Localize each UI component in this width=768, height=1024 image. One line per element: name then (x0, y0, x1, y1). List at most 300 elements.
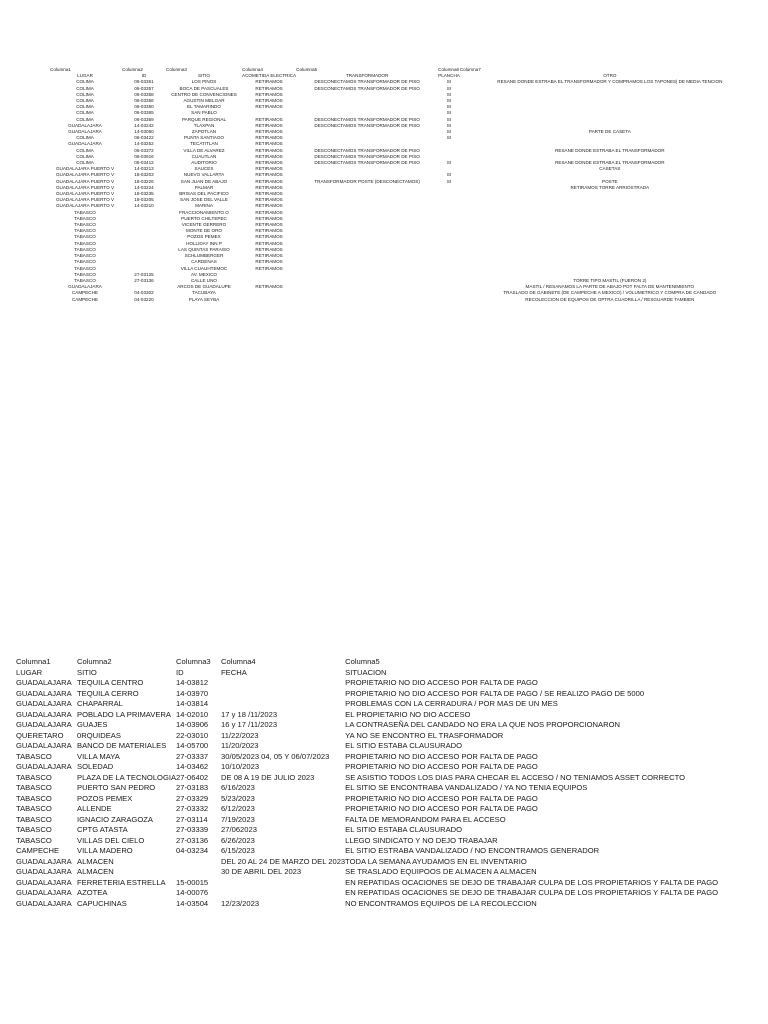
table-cell: DESCONECTAMOS TRANSFORMADOR DE PISO (314, 85, 420, 91)
table-cell: TABASCO (74, 222, 96, 228)
table-cell: CAPUCHINAS (77, 898, 127, 908)
table-cell (221, 888, 345, 899)
situation-table-row (16, 752, 765, 763)
table-cell: SI (446, 91, 452, 97)
table-cell: LUGAR (77, 73, 93, 79)
table-cell: 06-03916 (134, 153, 154, 159)
table-cell: RETIRAMOS (255, 191, 283, 197)
table-cell: RETIRAMOS (255, 98, 283, 104)
situation-table-row (16, 836, 765, 847)
table-cell: 10/10/2023 (221, 762, 260, 771)
table-cell: RETIRAMOS (255, 284, 283, 290)
table-cell (176, 857, 221, 868)
table-cell: ID (176, 667, 184, 677)
table-cell: TABASCO (74, 277, 96, 283)
table-cell: 06-03422 (134, 135, 154, 141)
table-cell: 14-03814 (176, 699, 209, 708)
table-cell: COLIMA (76, 98, 94, 104)
table-cell: SITIO (198, 73, 210, 79)
table-cell: YA NO SE ENCONTRO EL TRASFORMADOR (345, 730, 504, 740)
table-cell: RETIRAMOS (255, 160, 283, 166)
column-header: Columna4 (221, 657, 256, 666)
table-cell: GUADALAJARA PUERTO V (55, 203, 115, 209)
table-cell: RETIRAMOS (255, 147, 283, 153)
table-cell: DEL 20 AL 24 DE MARZO DEL 2023 (221, 856, 346, 866)
table-cell: ALMACEN (77, 867, 114, 876)
table-cell: 04-03302 (134, 290, 154, 296)
table-cell: 27-03339 (176, 825, 209, 834)
table-cell: ZAPOTLAN (191, 129, 217, 135)
table-cell: 27/062023 (221, 825, 257, 834)
table-cell: 14-03504 (176, 898, 209, 908)
situation-table-row (16, 762, 765, 773)
situation-table-row (16, 804, 765, 815)
situation-table-row (16, 668, 765, 679)
table-cell: 04-03220 (134, 296, 154, 302)
table-cell: TABASCO (16, 783, 52, 792)
table-cell: EN REPATIDAS OCACIONES SE DEJO DE TRABAJAR CULPA DE LOS PROPIETARIOS Y FALTA DE PAGO (345, 888, 719, 897)
table-cell: ALLENDE (77, 804, 112, 813)
table-cell: 14-03906 (176, 720, 209, 729)
table-cell: 27-03332 (176, 804, 209, 813)
table-cell: 15-00015 (176, 877, 209, 887)
table-cell: TABASCO (74, 228, 96, 234)
table-cell: 27-03329 (176, 793, 209, 803)
table-cell: GUADALAJARA (16, 699, 72, 708)
table-cell: HOLLIDAY INN P (186, 240, 222, 246)
table-cell: PUERTO SAN PEDRO (77, 783, 156, 792)
table-cell: GUADALAJARA (16, 678, 72, 687)
table-cell: SI (446, 122, 452, 128)
table-cell: 14-03252 (134, 141, 154, 147)
table-cell: CUAUTLAN (191, 153, 217, 159)
table-cell: ACOMETIDA ELECTRICA (242, 73, 297, 79)
table-cell: TODA LA SEMANA AYUDAMOS EN EL INVENTARIO (345, 856, 527, 866)
table-cell: GUADALAJARA (68, 129, 102, 135)
table-cell: COLIMA (76, 116, 94, 122)
table-cell: RETIRAMOS (255, 184, 283, 190)
table-cell: 06-03365 (134, 110, 154, 116)
table-cell: 18-03235 (134, 191, 154, 197)
table-cell: 30 DE ABRIL DEL 2023 (221, 867, 302, 876)
table-cell: 6/26/2023 (221, 835, 255, 845)
situation-table-row (16, 773, 765, 784)
column-header: Columna3 (166, 67, 187, 72)
table-cell: LLEGO SINDICATO Y NO DEJO TRABAJAR (345, 835, 498, 845)
situation-table-row (16, 783, 765, 794)
table-cell: 06-03357 (134, 85, 154, 91)
table-cell: PROBLEMAS CON LA CERRADURA / POR MAS DE UN MES (345, 699, 558, 708)
column-header: Columna2 (122, 67, 143, 72)
table-cell: SI (446, 116, 452, 122)
table-cell: RETIRAMOS (255, 259, 283, 265)
table-cell: 27-03337 (176, 751, 209, 761)
table-cell: 04-03234 (176, 846, 209, 855)
table-cell: 06-03358 (134, 91, 154, 97)
table-cell: 06-03361 (134, 79, 154, 85)
table-cell: PARTE DE CASETA (588, 129, 631, 135)
table-cell: RETIRAMOS (255, 240, 283, 246)
table-cell: PLANCHA (438, 73, 460, 79)
situation-table-row (16, 846, 765, 857)
table-cell: PUNTA SANTIAGO (184, 135, 224, 141)
table-cell: PROPIETARIO NO DIO ACCESO POR FALTA DE PAGO / SE REALIZO PAGO DE 5000 (345, 688, 645, 698)
table-cell: GUADALAJARA PUERTO V (55, 191, 115, 197)
table-cell: AZOTEA (77, 888, 108, 897)
table-cell: OTRO (603, 73, 617, 79)
table-cell: SAN PABLO (191, 110, 217, 116)
table-cell (176, 867, 221, 878)
table-cell: DESCONECTAMOS TRANSFORMADOR DE PISO (314, 122, 420, 128)
table-cell: 06-03350 (134, 104, 154, 110)
table-cell: 14-03462 (176, 762, 209, 771)
table-cell (296, 297, 438, 303)
table-cell: GUADALAJARA PUERTO V (55, 184, 115, 190)
table-cell: TABASCO (16, 804, 52, 813)
situation-table-row (16, 878, 765, 889)
table-cell: 11/20/2023 (221, 741, 259, 750)
table-cell: SE TRASLADO EQUIPOOS DE ALMACEN A ALMACEN (345, 867, 537, 876)
table-cell: BOCA DE PASCUALES (179, 85, 229, 91)
table-cell: 12/23/2023 (221, 898, 260, 908)
situation-table-row (16, 899, 765, 910)
table-cell: FRACCIONAMIENTO O (179, 209, 229, 215)
table-cell: RETIRAMOS (255, 135, 283, 141)
table-cell: EL SITIO SE ENCONTRABA VANDALIZADO / YA NO TENIA EQUIPOS (345, 783, 588, 792)
table-cell: GUADALAJARA (16, 877, 72, 887)
table-cell: SI (446, 79, 452, 85)
table-cell: 5/23/2023 (221, 793, 255, 803)
table-cell: TRANSFORMADOR POSTE (DESCONECTAMOS) (314, 178, 420, 184)
table-cell (221, 878, 345, 889)
table-cell: CAMPECHE (16, 846, 60, 855)
table-cell: DESCONECTAMOS TRANSFORMADOR DE PISO (314, 116, 420, 122)
table-cell: 14-00076 (176, 888, 209, 897)
table-cell: PARQUE REGIONAL (181, 116, 227, 122)
table-cell: 14-02010 (176, 709, 209, 719)
table-cell: 14-03210 (134, 203, 154, 209)
table-cell: 14-03224 (134, 184, 154, 190)
situation-table-row (16, 678, 765, 689)
table-cell: 27-03114 (176, 814, 208, 824)
table-cell: NO ENCONTRAMOS EQUIPOS DE LA RECOLECCION (345, 898, 537, 908)
table-cell: LA CONTRASEÑA DEL CANDADO NO ERA LA QUE NOS PROPORCIONARON (345, 720, 620, 729)
table-cell: TLAXPAN (193, 122, 215, 128)
situation-table-row (16, 731, 765, 742)
table-cell: TABASCO (74, 240, 96, 246)
table-cell: 6/16/2023 (221, 783, 255, 792)
table-cell: RESANE DONDE ESTRABA EL TRANSFORMADOR (555, 147, 665, 153)
table-cell: TABASCO (16, 751, 52, 761)
table-cell: RETIRAMOS (255, 234, 283, 240)
table-cell: BRISAS DEL PACIFICO (179, 191, 229, 197)
table-cell: GUAJES (77, 720, 108, 729)
table-cell: SI (446, 135, 452, 141)
table-cell: RETIRAMOS (255, 172, 283, 178)
table-cell: LOS PINOS (191, 79, 217, 85)
column-header: Columna5 (345, 657, 380, 666)
table-cell: SCHLUMBERGER (184, 253, 224, 259)
table-cell: RETIRAMOS (255, 104, 283, 110)
table-cell: CALLE UNO (190, 277, 218, 283)
table-cell: 14-03242 (134, 122, 154, 128)
table-cell: RETIRAMOS (255, 253, 283, 259)
table-cell: PALMAR (194, 184, 214, 190)
table-cell (221, 699, 345, 710)
table-cell: PROPIETARIO NO DIO ACCESO POR FALTA DE PAGO (345, 751, 538, 761)
column-header: Columna5 (296, 67, 318, 72)
table-cell: TABASCO (16, 835, 52, 845)
table-cell: FERRETERIA ESTRELLA (77, 877, 166, 887)
table-cell: VILLAS DEL CIELO (77, 835, 145, 845)
table-cell: 14-03970 (176, 688, 209, 698)
table-cell: SI (446, 110, 452, 116)
situation-table (16, 657, 765, 909)
table-cell: DESCONECTAMOS TRANSFORMADOR DE PISO (314, 147, 420, 153)
table-cell: 0RQUIDEAS (77, 730, 121, 740)
table-cell: SI (446, 85, 452, 91)
situation-table-header-row (16, 657, 765, 668)
table-cell: SAUCES (194, 166, 214, 172)
situation-table-row (16, 699, 765, 710)
table-cell: TACUBAYA (192, 290, 216, 296)
table-cell: GUADALAJARA (68, 122, 102, 128)
table-cell: RESANE DONDE ESTRABA EL TRANSFORMADOR Y COMPRAMOS LOS TAPONES| DE MEDIA TENCION (497, 79, 723, 85)
table-cell: RETIRAMOS (255, 129, 283, 135)
table-cell: RETIRAMOS (255, 222, 283, 228)
table-cell: CASETAS (599, 166, 621, 172)
table-cell: GUADALAJARA (16, 688, 72, 698)
table-cell: PROPIETARIO NO DIO ACCESO POR FALTA DE PAGO (345, 762, 538, 771)
table-cell: TABASCO (74, 265, 96, 271)
table-cell: COLIMA (76, 110, 94, 116)
table-cell: DE 08 A 19 DE JULIO 2023 (221, 772, 315, 782)
table-cell: 14-03050 (134, 129, 154, 135)
table-cell: 06-03369 (134, 116, 154, 122)
table-cell: RETIRAMOS (255, 209, 283, 215)
table-cell: SE ASISTIO TODOS LOS DIAS PARA CHECAR EL ACCESO / NO TENIAMOS ASSET CORRECTO (345, 772, 685, 782)
table-cell: TEQUILA CERRO (77, 688, 139, 698)
table-cell: RETIRAMOS (255, 246, 283, 252)
table-cell: 18-03205 (134, 197, 154, 203)
situation-table-row (16, 689, 765, 700)
table-cell: DESCONECTAMOS TRANSFORMADOR DE PISO (314, 79, 420, 85)
table-cell: SITUACION (345, 667, 387, 677)
table-cell: RETIRAMOS (255, 122, 283, 128)
table-cell: GUADALAJARA PUERTO V (55, 172, 115, 178)
table-cell: VILLA DE ALVAREZ (183, 147, 225, 153)
table-cell: SOLEDAD (77, 762, 114, 771)
table-cell: PLAZA DE LA TECNOLOGIA (77, 772, 177, 782)
table-cell: 18-03226 (134, 178, 154, 184)
table-cell: RETIRAMOS (255, 141, 283, 147)
sites-table (48, 67, 760, 303)
table-cell: LAS QUINTAS PARAISO (178, 246, 230, 252)
table-cell: GUADALAJARA (16, 898, 72, 908)
table-cell: 11/22/2023 (221, 730, 259, 740)
table-cell: RECOLECCION DE EQUIPOS DE OPTRA CUADRILLA / RESGUARDE TAMBIEN (525, 296, 695, 302)
table-cell: POSTE (602, 178, 618, 184)
table-cell: RETIRAMOS (255, 265, 283, 271)
table-cell: 30/05/2023 04, 05 Y 06/07/2023 (221, 751, 330, 761)
column-header: Columna2 (77, 657, 112, 666)
table-cell: LUGAR (16, 667, 43, 677)
table-cell: AV. MEXICO (190, 271, 218, 277)
table-cell: COLIMA (76, 160, 94, 166)
table-cell: VICENTE GERRERO (181, 222, 227, 228)
table-cell: 14-03213 (134, 166, 154, 172)
table-cell: RETIRAMOS (255, 197, 283, 203)
table-cell: CARDENAS (191, 259, 217, 265)
column-header: Columna1 (50, 67, 71, 72)
table-cell: 27-03136 (176, 835, 209, 845)
table-cell: NUEVO VALLARTA (183, 172, 225, 178)
table-cell: POBLADO LA PRIMAVERA (77, 709, 171, 719)
table-cell: RETIRAMOS (255, 153, 283, 159)
table-cell: VILLA MADERO (77, 846, 133, 855)
table-cell: RETIRAMOS TORRE ARRIOSTRADA (570, 184, 650, 190)
situation-table-row (16, 794, 765, 805)
table-cell: CPTG ATASTA (77, 825, 128, 834)
column-header: Columna1 (16, 657, 51, 666)
table-cell: RESANE DONDE ESTRABA EL TRANSFORMADOR (555, 160, 665, 166)
table-cell: RETIRAMOS (255, 215, 283, 221)
table-cell: VILLA CUAUHTEMOC (180, 265, 228, 271)
table-cell: SI (446, 129, 452, 135)
column-header: Columna3 (176, 657, 211, 666)
table-cell: DESCONECTAMOS TRANSFORMADOR DE PISO (314, 153, 420, 159)
table-cell: RETIRAMOS (255, 85, 283, 91)
table-cell: TABASCO (74, 246, 96, 252)
table-cell (242, 297, 296, 303)
table-cell (221, 678, 345, 689)
sites-table-row (48, 297, 760, 303)
table-cell: 27-03183 (176, 783, 209, 792)
situation-table-row (16, 888, 765, 899)
table-cell: MARINA (195, 203, 213, 209)
table-cell: GUADALAJARA PUERTO V (55, 197, 115, 203)
table-cell: IGNACIO ZARAGOZA (77, 814, 153, 824)
table-cell: GUADALAJARA (16, 741, 72, 750)
table-cell: CAMPECHE (71, 296, 99, 302)
table-cell: ARCOS DE GUADALUPE (177, 284, 231, 290)
table-cell: EL PROPIETARIO NO DIO ACCESO (345, 709, 471, 719)
table-cell: TABASCO (74, 209, 96, 215)
table-cell: GUADALAJARA (16, 888, 72, 897)
table-cell: GUADALAJARA (16, 720, 72, 729)
situation-table-row (16, 710, 765, 721)
table-cell: EL SITIO ESTABA CLAUSURADO (345, 741, 463, 750)
table-cell: SAN JOSE DEL VALLE (180, 197, 228, 203)
table-cell: 6/12/2023 (221, 804, 255, 813)
table-cell (221, 689, 345, 700)
table-cell: 14-03812 (176, 678, 209, 687)
table-cell: POZOS PEMEX (187, 234, 221, 240)
table-cell: TORRE TIPO MASTIL (FUERON 2) (573, 277, 647, 283)
table-cell: TABASCO (16, 825, 52, 834)
situation-table-row (16, 815, 765, 826)
table-cell: TEQUILA CENTRO (77, 678, 144, 687)
table-cell: TRANSFORMADOR (345, 73, 389, 79)
table-cell: SI (446, 98, 452, 104)
table-cell: 06-03372 (134, 147, 154, 153)
table-cell: 06-03412 (134, 160, 154, 166)
table-cell: RETIRAMOS (255, 203, 283, 209)
column-header: Columna6 (438, 67, 460, 72)
table-cell: MONTE DE ORO (186, 228, 222, 234)
table-cell: COLIMA (76, 153, 94, 159)
situation-table-row (16, 857, 765, 868)
table-cell: CENTRO DE CONVENCIONES (171, 91, 237, 97)
table-cell: 17 y 18 /11/2023 (221, 709, 278, 719)
table-cell: CHAPARRAL (77, 699, 123, 708)
table-cell: QUERETARO (16, 730, 64, 740)
table-cell: RETIRAMOS (255, 178, 283, 184)
table-cell: ID (141, 73, 147, 79)
table-cell: SI (446, 172, 452, 178)
table-cell (438, 297, 460, 303)
table-cell: AGUSTIN MELGAR (183, 98, 225, 104)
table-cell: 27-03136 (134, 277, 154, 283)
table-cell: TECATITLAN (190, 141, 218, 147)
table-cell: COLIMA (76, 85, 94, 91)
table-cell: GUADALAJARA (16, 856, 72, 866)
column-header: Columna4 (242, 67, 263, 72)
table-cell: POZOS PEMEX (77, 793, 133, 803)
table-cell: PLAYA SEYBA (188, 296, 220, 302)
situation-table-row (16, 720, 765, 731)
situation-table-row (16, 825, 765, 836)
situation-table-row (16, 741, 765, 752)
table-cell: 27-06402 (176, 772, 209, 782)
table-cell: VILLA MAYA (77, 751, 120, 761)
table-cell: 22-03010 (176, 730, 209, 740)
table-cell: GUADALAJARA PUERTO V (55, 178, 115, 184)
table-cell: RETIRAMOS (255, 79, 283, 85)
table-cell: TABASCO (16, 814, 52, 824)
table-cell: COLIMA (76, 79, 94, 85)
table-cell: SI (446, 160, 452, 166)
table-cell: COLIMA (76, 104, 94, 110)
table-cell: TABASCO (16, 772, 52, 782)
table-cell: GUADALAJARA (68, 284, 102, 290)
table-cell: 7/19/2023 (221, 814, 255, 824)
table-cell: FALTA DE MEMORANDOM PARA EL ACCESO (345, 814, 506, 824)
table-cell: TABASCO (74, 215, 96, 221)
table-cell: PUERTO CHILTEPEC (181, 215, 227, 221)
table-cell: EL TAMARINDO (187, 104, 221, 110)
table-cell: GUADALAJARA PUERTO V (55, 166, 115, 172)
table-cell: COLIMA (76, 91, 94, 97)
table-cell: EN REPATIDAS OCACIONES SE DEJO DE TRABAJAR CULPA DE LOS PROPIETARIOS Y FALTA DE PAGO (345, 877, 719, 887)
table-cell: SITIO (77, 667, 97, 677)
table-cell: RETIRAMOS (255, 228, 283, 234)
table-cell: 6/15/2023 (221, 846, 255, 855)
table-cell: TABASCO (74, 234, 96, 240)
table-cell: PROPIETARIO NO DIO ACCESO POR FALTA DE PAGO (345, 678, 538, 687)
table-cell: 06-03356 (134, 98, 154, 104)
table-cell: TABASCO (74, 259, 96, 265)
table-cell: RETIRAMOS (255, 166, 283, 172)
table-cell: 16 y 17 /11/2023 (221, 720, 278, 729)
table-cell: ALMACEN (77, 856, 114, 866)
table-cell: COLIMA (76, 135, 94, 141)
table-cell: SI (446, 178, 452, 184)
table-cell: 14-05700 (176, 741, 209, 750)
table-cell: PROPIETARIO NO DIO ACCESO POR FALTA DE PAGO (345, 793, 538, 803)
table-cell: RETIRAMOS (255, 116, 283, 122)
table-cell: EL SITIO ESTRABA VANDALIZADO / NO ENCONTRAMOS GENERADOR (345, 846, 600, 855)
